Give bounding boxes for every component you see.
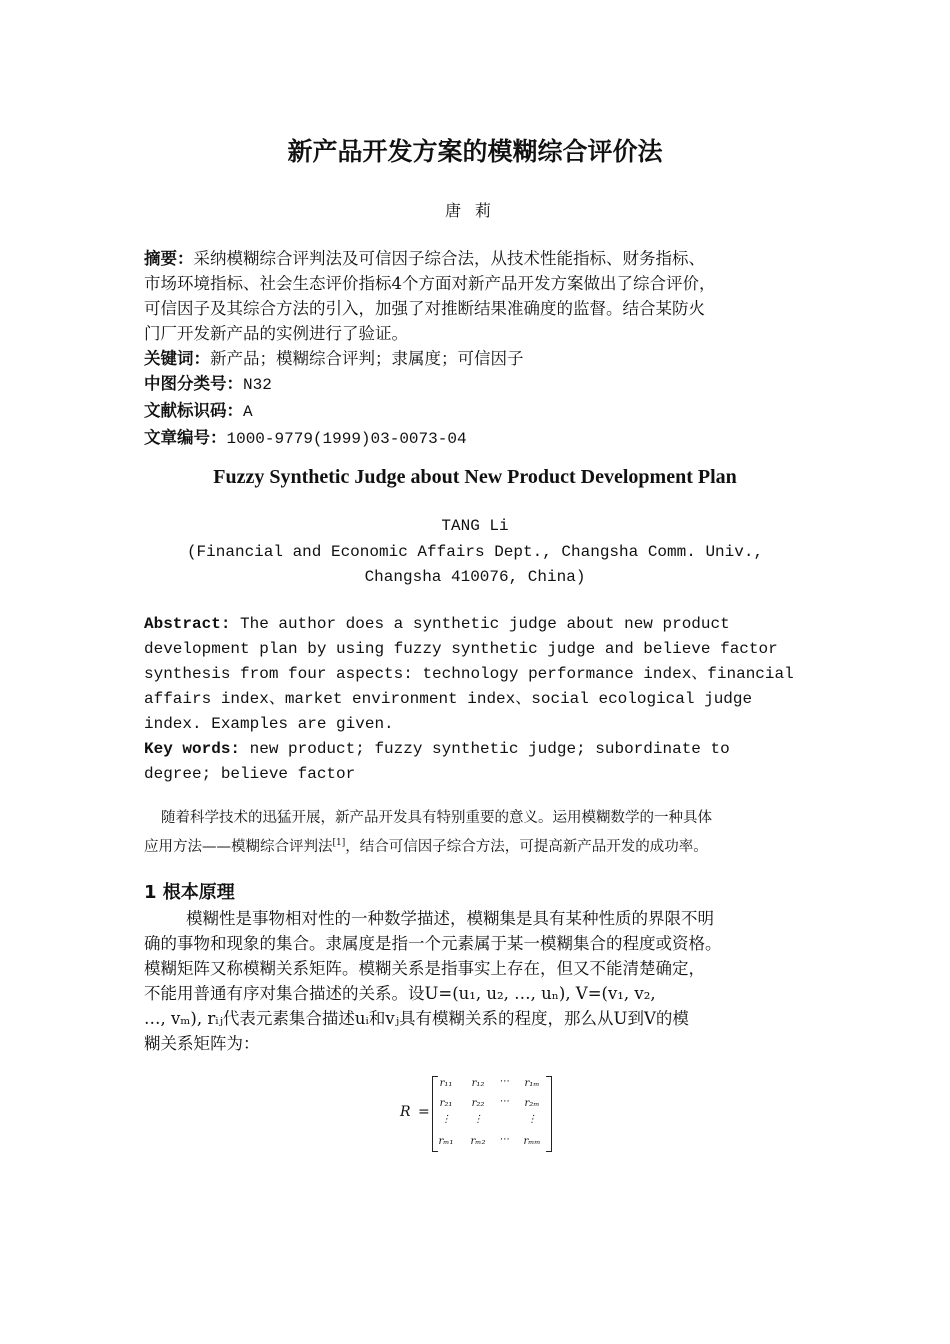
abstract-en-line: index. Examples are given.	[144, 715, 394, 733]
section-line: …, vₘ), rᵢⱼ代表元素集合描述uᵢ和vⱼ具有模糊关系的程度，那么从U到V的模	[144, 1009, 689, 1028]
article-number: 文章编号：1000-9779(1999)03-0073-04	[144, 428, 467, 448]
intro-line: 随着科学技术的迅猛开展，新产品开发具有特别重要的意义。运用模糊数学的一种具体	[161, 810, 712, 826]
fuzzy-relation-matrix	[398, 1072, 568, 1152]
intro-line: 应用方法——模糊综合评判法[1]，结合可信因子综合方法，可提高新产品开发的成功率。	[144, 838, 708, 855]
abstract-en-line: synthesis from four aspects: technology performance index、financial	[144, 665, 794, 683]
matrix-cell: r₂ₘ	[524, 1098, 540, 1109]
matrix-cell: rₘ₁	[438, 1136, 454, 1147]
matrix-cell: r₁₂	[471, 1078, 485, 1089]
keywords-en-line: Key words: new product; fuzzy synthetic judge; subordinate to	[144, 740, 730, 758]
keywords-en-label: Key words:	[144, 740, 241, 758]
author-name-en: TANG Li	[441, 517, 509, 535]
abstract-en-label: Abstract:	[144, 615, 231, 633]
abstract-en-line: Abstract: The author does a synthetic judge about new product	[144, 615, 730, 633]
abstract-en-line: development plan by using fuzzy synthetic judge and believe factor	[144, 640, 778, 658]
section-line: 不能用普通有序对集合描述的关系。设U=(u₁, u₂, …, uₙ), V=(v₁, v₂,	[144, 984, 656, 1003]
paper-title-cn: 新产品开发方案的模糊综合评价法	[287, 137, 663, 166]
article-no-label: 文章编号：	[144, 428, 227, 447]
abstract-cn-label: 摘要：	[144, 249, 194, 268]
keywords-cn: 关键词：新产品；模糊综合评判；隶属度；可信因子	[144, 349, 524, 368]
abstract-cn-line: 摘要：采纳模糊综合评判法及可信因子综合法，从技术性能指标、财务指标、	[144, 249, 705, 268]
section-heading: 1 根本原理	[144, 882, 235, 903]
abstract-cn-block	[144, 246, 808, 452]
abstract-cn-line: 门厂开发新产品的实例进行了验证。	[144, 324, 408, 343]
matrix-cell: ⋮	[473, 1114, 483, 1125]
matrix-cell: r₂₂	[471, 1098, 485, 1109]
section-line: 确的事物和现象的集合。隶属度是指一个元素属于某一模糊集合的程度或资格。	[144, 934, 722, 953]
abstract-en-line: affairs index、market environment index、social ecological judge	[144, 690, 753, 708]
matrix-cell: rₘₘ	[523, 1136, 541, 1147]
affiliation-line: Changsha 410076, China)	[364, 568, 586, 586]
section-1	[144, 878, 808, 1056]
affiliation-line: (Financial and Economic Affairs Dept., Changsha Comm. Univ.,	[186, 543, 764, 561]
abstract-cn-line: 可信因子及其综合方法的引入，加强了对推断结果准确度的监督。结合某防火	[144, 299, 705, 318]
matrix-symbol: R	[400, 1104, 411, 1120]
section-line: 模糊矩阵又称模糊关系矩阵。模糊关系是指事实上存在，但又不能清楚确定，	[144, 959, 705, 978]
clc-label: 中图分类号：	[144, 374, 243, 393]
abstract-en-block	[144, 612, 808, 787]
matrix-right-bracket	[546, 1076, 552, 1152]
matrix-cell: r₂₁	[439, 1098, 453, 1109]
section-line: 糊关系矩阵为：	[144, 1034, 260, 1053]
matrix-cell: rₘ₂	[470, 1136, 486, 1147]
matrix-equals: =	[418, 1104, 430, 1120]
matrix-cell: ⋮	[527, 1114, 537, 1125]
section-line: 模糊性是事物相对性的一种数学描述，模糊集是具有某种性质的界限不明	[186, 909, 714, 928]
abstract-cn-line: 市场环境指标、社会生态评价指标4个方面对新产品开发方案做出了综合评价，	[144, 274, 716, 293]
citation-ref: [1]	[332, 838, 346, 848]
paper-title-en: Fuzzy Synthetic Judge about New Product Development Plan	[213, 466, 737, 488]
document-code: 文献标识码：A	[144, 401, 253, 421]
clc-number: 中图分类号：N32	[144, 374, 272, 394]
matrix-cell: r₁₁	[439, 1078, 453, 1089]
matrix-cell: ⋮	[441, 1114, 451, 1125]
author-name-cn: 唐莉	[444, 201, 505, 220]
intro-paragraph	[144, 806, 808, 860]
matrix-cell: r₁ₘ	[524, 1078, 540, 1089]
doc-code-label: 文献标识码：	[144, 401, 243, 420]
matrix-cell: ⋯	[499, 1096, 509, 1107]
matrix-cell: ⋯	[499, 1076, 509, 1087]
matrix-cell: ⋯	[499, 1134, 509, 1145]
keywords-cn-label: 关键词：	[144, 349, 210, 368]
keywords-en-line: degree; believe factor	[144, 765, 356, 783]
